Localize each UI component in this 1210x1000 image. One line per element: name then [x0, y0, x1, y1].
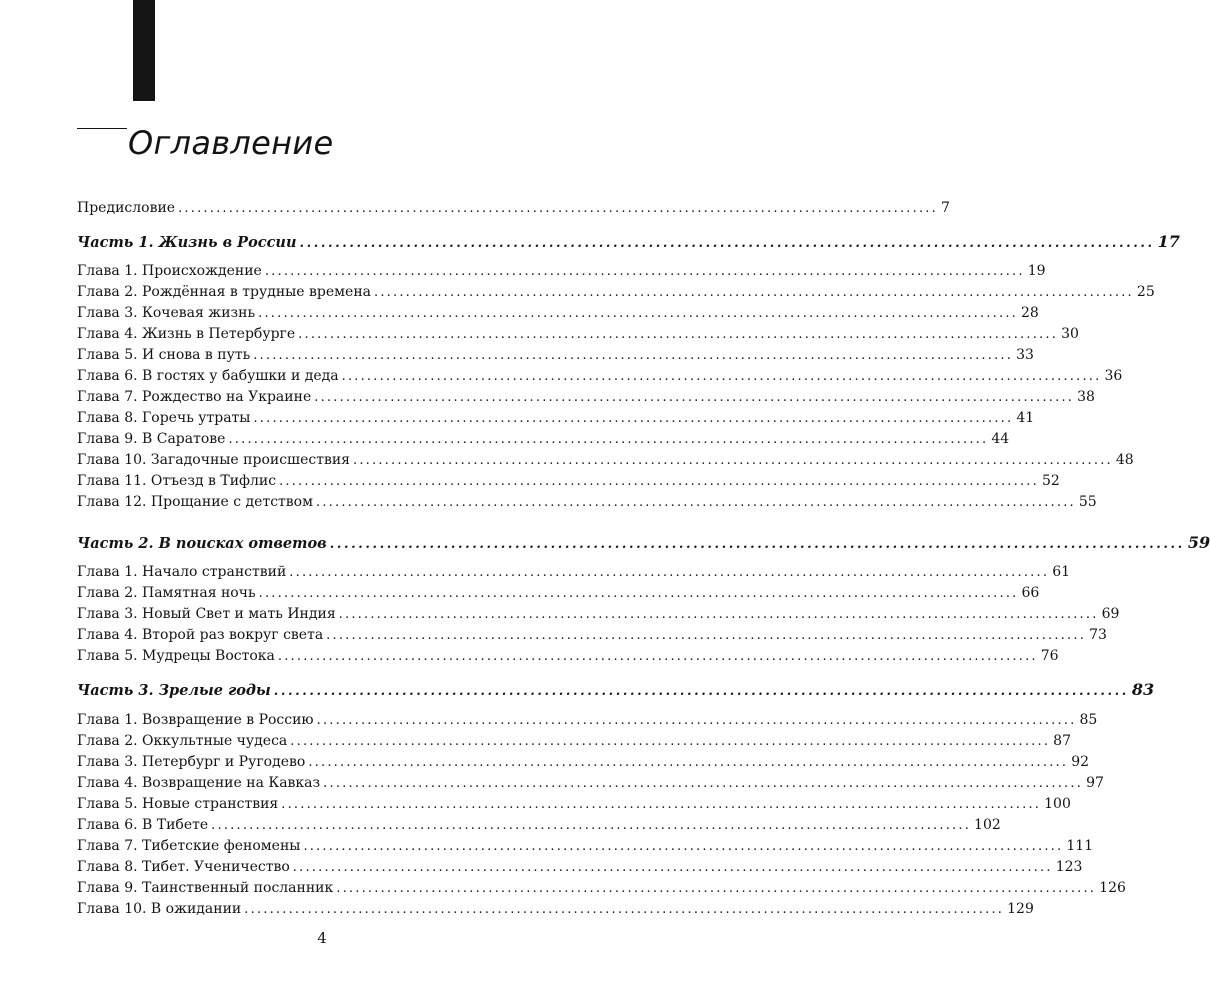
leader-dots: ........................................................................................................................ — [279, 474, 1039, 489]
toc-entry-page: 66 — [1021, 585, 1040, 601]
toc-entry-page: 36 — [1104, 368, 1123, 384]
title-rule — [77, 128, 127, 129]
toc-entry-page: 111 — [1066, 838, 1094, 854]
toc-part-page: 83 — [1131, 680, 1155, 699]
toc-entry-page: 48 — [1115, 452, 1134, 468]
leader-dots: ........................................................................................................................ — [316, 495, 1076, 510]
toc-entry-page: 61 — [1052, 564, 1071, 580]
toc-entry-page: 123 — [1055, 859, 1083, 875]
toc-part-1[interactable] — [77, 232, 1180, 254]
toc-entry[interactable] — [77, 450, 1134, 471]
toc-entry-page: 87 — [1053, 733, 1071, 749]
leader-dots: ........................................................................................................................ — [329, 537, 1185, 552]
toc-part-page: 59 — [1187, 533, 1210, 552]
toc-entry[interactable] — [77, 646, 1059, 667]
toc-entry-page: 129 — [1007, 901, 1034, 917]
toc-entry[interactable] — [77, 429, 1010, 450]
toc-entry[interactable] — [77, 345, 1034, 366]
toc-entry[interactable] — [77, 387, 1095, 408]
leader-dots: ........................................................................................................................ — [298, 327, 1059, 342]
toc-entry[interactable] — [77, 794, 1071, 815]
toc-part-page: 17 — [1157, 232, 1180, 251]
toc-entry[interactable] — [77, 408, 1035, 429]
leader-dots: ........................................................................................................................ — [341, 369, 1102, 384]
toc-entry-page: 100 — [1044, 796, 1071, 812]
toc-entry-label: Глава 3. Кочевая жизнь — [77, 305, 256, 321]
toc-entry-label: Глава 5. И снова в путь — [77, 347, 251, 363]
toc-entry[interactable] — [77, 836, 1094, 857]
toc-entry-page: 92 — [1071, 754, 1090, 770]
page-number: 4 — [317, 929, 327, 947]
leader-dots: ........................................................................................................................ — [353, 453, 1113, 468]
leader-dots: ........................................................................................................................ — [253, 411, 1014, 426]
toc-entry-label: Предисловие — [77, 200, 176, 216]
toc-entry[interactable] — [77, 282, 1155, 303]
toc-entry-label: Глава 10. Загадочные происшествия — [77, 452, 350, 468]
toc-entry-page: 7 — [940, 200, 950, 216]
leader-dots: ........................................................................................................................ — [289, 565, 1050, 580]
toc-part-3[interactable] — [77, 680, 1155, 702]
toc-entry[interactable] — [77, 492, 1097, 513]
toc-entry-label: Глава 2. Рождённая в трудные времена — [77, 284, 372, 300]
toc-entry-label: Глава 11. Отъезд в Тифлис — [77, 473, 277, 489]
toc-entry[interactable] — [77, 752, 1090, 773]
toc-part-label: Часть 3. Зрелые годы — [77, 682, 271, 699]
toc-entry-label: Глава 7. Рождество на Украине — [77, 389, 312, 405]
toc-entry-page: 69 — [1101, 606, 1120, 622]
leader-dots: ........................................................................................................................ — [258, 306, 1019, 321]
toc-entry-page: 97 — [1086, 775, 1104, 791]
toc-entry[interactable] — [77, 815, 1001, 836]
leader-dots: ........................................................................................................................ — [253, 348, 1014, 363]
toc-entry-label: Глава 3. Новый Свет и мать Индия — [77, 606, 336, 622]
leader-dots: ........................................................................................................................ — [228, 432, 989, 447]
toc-entry[interactable] — [77, 731, 1071, 752]
toc-entry-label: Глава 6. В Тибете — [77, 817, 209, 833]
toc-entry-label: Глава 4. Второй раз вокруг света — [77, 627, 324, 643]
toc-entry[interactable] — [77, 261, 1046, 282]
toc-entry-label: Глава 1. Начало странствий — [77, 564, 287, 580]
toc-entry-page: 85 — [1079, 712, 1098, 728]
leader-dots: ........................................................................................................................ — [374, 285, 1134, 300]
toc-entry-label: Глава 2. Оккультные чудеса — [77, 733, 288, 749]
toc-entry[interactable] — [77, 773, 1104, 794]
toc-entry[interactable] — [77, 366, 1123, 387]
toc-entry-page: 44 — [991, 431, 1010, 447]
toc-entry-preface[interactable] — [77, 198, 950, 219]
toc-entry-page: 38 — [1077, 389, 1095, 405]
decorative-black-bar — [133, 0, 155, 101]
toc-entry[interactable] — [77, 604, 1120, 625]
toc-entry-label: Глава 2. Памятная ночь — [77, 585, 256, 601]
leader-dots: ........................................................................................................................ — [277, 649, 1038, 664]
toc-entry-label: Глава 1. Возвращение в Россию — [77, 712, 314, 728]
toc-entry-label: Глава 5. Новые странствия — [77, 796, 279, 812]
leader-dots: ........................................................................................................................ — [299, 236, 1155, 251]
toc-entry[interactable] — [77, 878, 1126, 899]
toc-entry-page: 28 — [1021, 305, 1039, 321]
toc-part-label: Часть 1. Жизнь в России — [77, 234, 297, 251]
toc-entry-page: 126 — [1099, 880, 1126, 896]
leader-dots: ........................................................................................................................ — [281, 797, 1042, 812]
toc-entry-page: 19 — [1027, 263, 1046, 279]
toc-entry-page: 102 — [974, 817, 1001, 833]
leader-dots: ........................................................................................................................ — [314, 390, 1075, 405]
toc-entry[interactable] — [77, 562, 1071, 583]
toc-entry[interactable] — [77, 471, 1060, 492]
toc-entry[interactable] — [77, 857, 1083, 878]
toc-entry[interactable] — [77, 583, 1040, 604]
leader-dots: ........................................................................................................................ — [290, 734, 1051, 749]
toc-entry-page: 55 — [1078, 494, 1097, 510]
toc-entry-label: Глава 10. В ожидании — [77, 901, 242, 917]
toc-entry-label: Глава 4. Возвращение на Кавказ — [77, 775, 321, 791]
toc-entry-page: 76 — [1040, 648, 1059, 664]
leader-dots: ........................................................................................................................ — [338, 607, 1099, 622]
leader-dots: ........................................................................................................................ — [323, 776, 1084, 791]
toc-entry-page: 52 — [1041, 473, 1060, 489]
toc-entry[interactable] — [77, 303, 1039, 324]
toc-entry-label: Глава 7. Тибетские феномены — [77, 838, 301, 854]
leader-dots: ........................................................................................................................ — [264, 264, 1025, 279]
toc-entry[interactable] — [77, 710, 1098, 731]
toc-entry-label: Глава 9. В Саратове — [77, 431, 226, 447]
toc-part-2[interactable] — [77, 533, 1210, 555]
toc-entry-page: 73 — [1089, 627, 1107, 643]
toc-entry-page: 30 — [1061, 326, 1079, 342]
toc-entry-label: Глава 6. В гостях у бабушки и деда — [77, 368, 339, 384]
leader-dots: ........................................................................................................................ — [336, 881, 1097, 896]
toc-entry-label: Глава 5. Мудрецы Востока — [77, 648, 275, 664]
leader-dots: ........................................................................................................................ — [316, 713, 1077, 728]
leader-dots: ........................................................................................................................ — [244, 902, 1005, 917]
leader-dots: ........................................................................................................................ — [258, 586, 1019, 601]
leader-dots: ........................................................................................................................ — [292, 860, 1053, 875]
leader-dots: ........................................................................................................................ — [273, 684, 1129, 699]
toc-entry[interactable] — [77, 899, 1034, 920]
toc-entry-label: Глава 12. Прощание с детством — [77, 494, 313, 510]
leader-dots: ........................................................................................................................ — [178, 201, 938, 216]
leader-dots: ........................................................................................................................ — [303, 839, 1064, 854]
leader-dots: ........................................................................................................................ — [211, 818, 972, 833]
toc-entry-label: Глава 9. Таинственный посланник — [77, 880, 334, 896]
toc-entry-page: 33 — [1016, 347, 1034, 363]
toc-entry-page: 41 — [1016, 410, 1035, 426]
toc-entry-label: Глава 8. Горечь утраты — [77, 410, 251, 426]
toc-entry-label: Глава 4. Жизнь в Петербурге — [77, 326, 296, 342]
toc-entry-label: Глава 8. Тибет. Ученичество — [77, 859, 290, 875]
leader-dots: ........................................................................................................................ — [326, 628, 1087, 643]
toc-entry[interactable] — [77, 625, 1107, 646]
toc-entry[interactable] — [77, 324, 1079, 345]
toc-entry-label: Глава 3. Петербург и Ругодево — [77, 754, 306, 770]
leader-dots: ........................................................................................................................ — [308, 755, 1069, 770]
page-title: Оглавление — [128, 124, 334, 162]
toc-entry-label: Глава 1. Происхождение — [77, 263, 262, 279]
toc-entry-page: 25 — [1136, 284, 1155, 300]
toc-part-label: Часть 2. В поисках ответов — [77, 535, 327, 552]
